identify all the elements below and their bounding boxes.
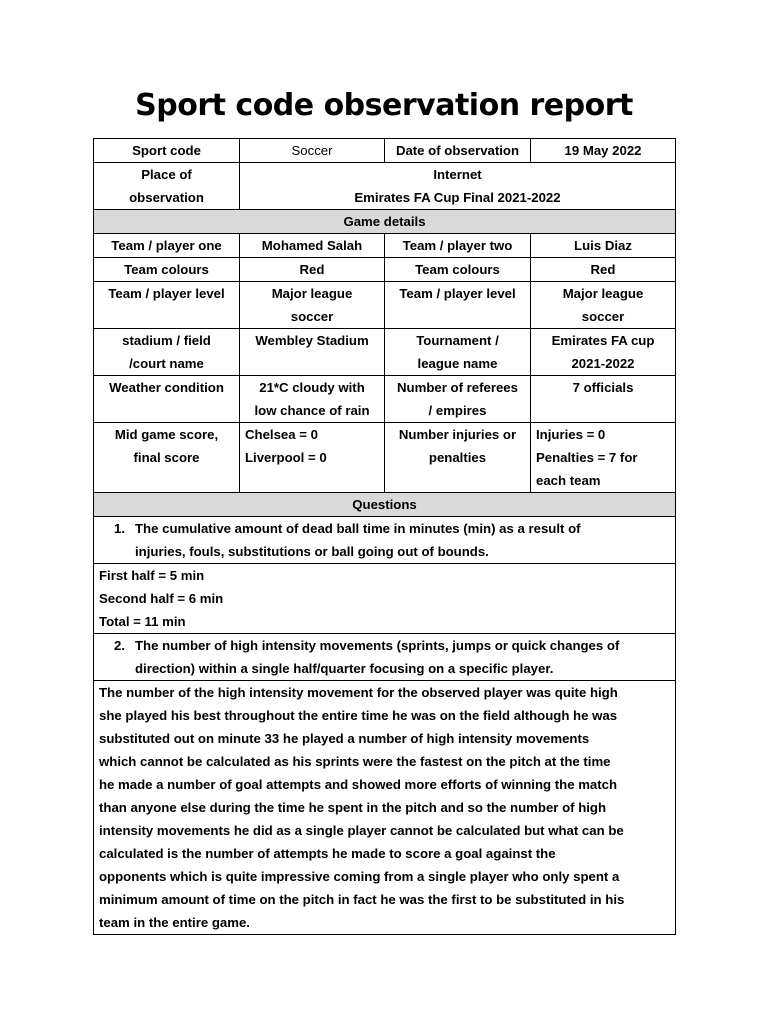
table-row [94, 258, 676, 282]
table-row [94, 234, 676, 258]
team-colours-label: Team colours [385, 258, 531, 282]
table-row [94, 564, 676, 634]
table-row [94, 634, 676, 681]
referees-label: Number of referees / empires [385, 376, 531, 423]
stadium-value: Wembley Stadium [240, 329, 385, 376]
team-level-label: Team / player level [385, 282, 531, 329]
weather-label: Weather condition [94, 376, 240, 423]
team-level-label: Team / player level [94, 282, 240, 329]
tournament-label: Tournament / league name [385, 329, 531, 376]
section-header-game-details: Game details [94, 210, 676, 234]
question-text: The cumulative amount of dead ball time in minutes (min) as a result of [135, 521, 581, 536]
table-row [94, 517, 676, 564]
team-level-value: Major league soccer [240, 282, 385, 329]
team-colours-value: Red [531, 258, 676, 282]
score-label: Mid game score, final score [94, 423, 240, 493]
team-two-label: Team / player two [385, 234, 531, 258]
page-title: Sport code observation report [135, 88, 633, 123]
place-label: Place of observation [94, 163, 240, 210]
question-2 [94, 634, 676, 681]
table-row [94, 282, 676, 329]
team-one-value: Mohamed Salah [240, 234, 385, 258]
table-row [94, 210, 676, 234]
place-value: Internet Emirates FA Cup Final 2021-2022 [240, 163, 676, 210]
table-row [94, 376, 676, 423]
score-value: Chelsea = 0 Liverpool = 0 [240, 423, 385, 493]
table-row [94, 423, 676, 493]
section-header-questions: Questions [94, 493, 676, 517]
answer-1: First half = 5 min Second half = 6 min Total = 11 min [94, 564, 676, 634]
report-table [93, 138, 676, 935]
question-number: 1. [114, 521, 125, 536]
question-text: The number of high intensity movements (sprints, jumps or quick changes of [135, 638, 620, 653]
team-level-value: Major league soccer [531, 282, 676, 329]
question-1 [94, 517, 676, 564]
injuries-value: Injuries = 0 Penalties = 7 for each team [531, 423, 676, 493]
question-number: 2. [114, 638, 125, 653]
table-row [94, 681, 676, 935]
team-one-label: Team / player one [94, 234, 240, 258]
team-colours-value: Red [240, 258, 385, 282]
stadium-label: stadium / field /court name [94, 329, 240, 376]
weather-value: 21*C cloudy with low chance of rain [240, 376, 385, 423]
sport-code-value: Soccer [240, 139, 385, 163]
injuries-label: Number injuries or penalties [385, 423, 531, 493]
answer-2: The number of the high intensity movement for the observed player was quite high she played his best throughout the entire time he was on the field although he was substituted out on minute 33 he played a number of high intensity movements which cannot be calculated as his sprints were the fastest on the pitch at the time he made a number of goal attempts and showed more efforts of winning the match than anyone else during the time he spent in the pitch and so the number of high intensity movements he did as a single player cannot be calculated but what can be calculated is the number of attempts he made to score a goal against the opponents which is quite impressive coming from a single player who only spent a minimum amount of time on the pitch in fact he was the first to be substituted in his team in the entire game. [94, 681, 676, 935]
question-text: injuries, fouls, substitutions or ball going out of bounds. [135, 544, 489, 559]
table-row [94, 329, 676, 376]
date-value: 19 May 2022 [531, 139, 676, 163]
team-colours-label: Team colours [94, 258, 240, 282]
referees-value: 7 officials [531, 376, 676, 423]
tournament-value: Emirates FA cup 2021-2022 [531, 329, 676, 376]
table-row [94, 493, 676, 517]
table-row [94, 139, 676, 163]
question-text: direction) within a single half/quarter focusing on a specific player. [135, 661, 554, 676]
date-label: Date of observation [385, 139, 531, 163]
team-two-value: Luis Diaz [531, 234, 676, 258]
table-row [94, 163, 676, 210]
sport-code-label: Sport code [94, 139, 240, 163]
